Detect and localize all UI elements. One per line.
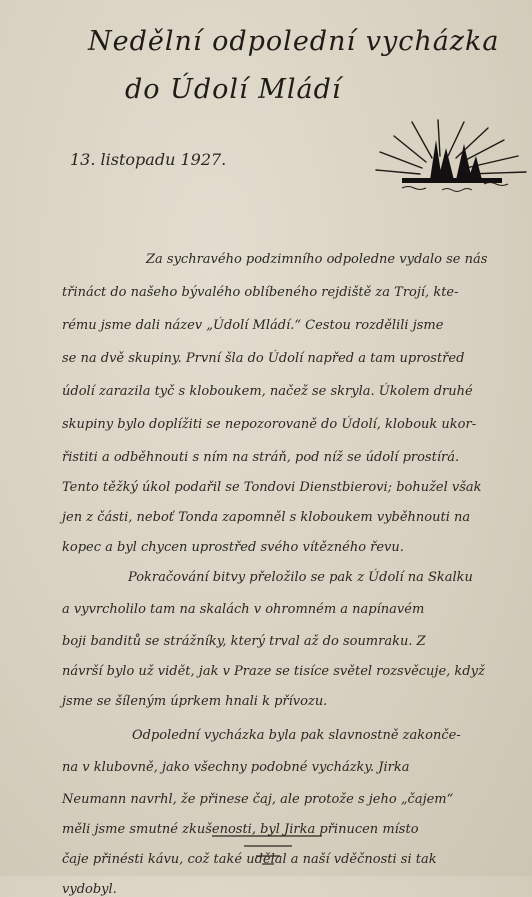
sunset-trees-sketch <box>372 118 530 198</box>
text-line: boji banditů se strážníky, který trval až do soumraku. Z <box>62 634 426 649</box>
text-line: kopec a byl chycen uprostřed svého vítězného řevu. <box>62 540 404 555</box>
text-line: třináct do našeho bývalého oblíbeného rejdiště za Trojí, kte- <box>62 285 459 300</box>
text-line: na v klubovně, jako všechny podobné vycházky. Jirka <box>62 760 410 775</box>
text-line: skupiny bylo doplížiti se nepozorovaně do Údolí, klobouk ukor- <box>62 417 477 432</box>
text-line: rému jsme dali název „Údolí Mládí.“ Cestou rozdělili jsme <box>62 318 444 333</box>
date: 13. listopadu 1927. <box>70 150 227 169</box>
text-line: a vyvrcholilo tam na skalách v ohromném a napínavém <box>62 602 425 617</box>
text-line: údolí zarazila tyč s kloboukem, načež se skryla. Úkolem druhé <box>62 384 473 399</box>
title-line-1: Nedělní odpolední vycházka <box>88 26 500 57</box>
text-line: jen z části, neboť Tonda zapomněl s kloboukem vyběhnouti na <box>62 510 471 525</box>
text-line: měli jsme smutné zkušenosti, byl Jirka přinucen místo <box>62 822 419 837</box>
text-line: Tento těžký úkol podařil se Tondovi Dienstbierovi; bohužel však <box>62 480 482 495</box>
text-line: Pokračování bitvy přeložilo se pak z Údolí na Skalku <box>128 570 473 585</box>
text-line: Odpolední vycházka byla pak slavnostně zakonče- <box>132 728 461 743</box>
title-line-2: do Údolí Mládí <box>125 74 342 105</box>
text-line: vydobyl. <box>62 882 117 897</box>
text-line: návrší bylo už vidět, jak v Praze se tisíce světel rozsvěcuje, když <box>62 664 485 679</box>
text-line: čaje přinésti kávu, což také udělal a naší vděčnosti si tak <box>62 852 437 867</box>
text-line: řistiti a odběhnouti s ním na stráň, pod níž se údolí prostírá. <box>62 450 460 465</box>
text-line: se na dvě skupiny. První šla do Údolí napřed a tam uprostřed <box>62 351 465 366</box>
text-line: Za sychravého podzimního odpoledne vydalo se nás <box>146 252 488 267</box>
text-line: jsme se šíleným úprkem hnali k přívozu. <box>62 694 328 709</box>
text-line: Neumann navrhl, že přinese čaj, ale protože s jeho „čajem“ <box>62 792 454 807</box>
